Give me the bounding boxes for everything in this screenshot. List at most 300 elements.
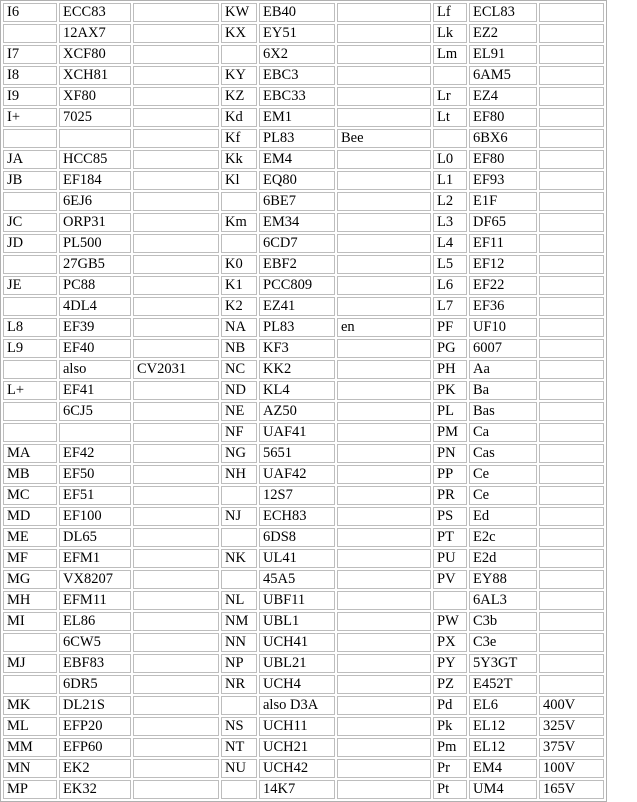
note-b-cell (337, 213, 431, 232)
code-c-cell: L7 (433, 297, 467, 316)
tube-b-cell: UAF42 (259, 465, 335, 484)
tube-b-cell: EBF2 (259, 255, 335, 274)
code-a-cell: ML (3, 717, 57, 736)
table-row (3, 129, 604, 148)
table-row (3, 45, 604, 64)
note-a-cell (133, 192, 219, 211)
note-c-cell (539, 24, 604, 43)
code-a-cell: JB (3, 171, 57, 190)
code-b-cell: Km (221, 213, 257, 232)
tube-a-cell: EFM1 (59, 549, 131, 568)
code-c-cell: Lt (433, 108, 467, 127)
note-a-cell (133, 486, 219, 505)
tube-c-cell: C3e (469, 633, 537, 652)
tube-c-cell: EL6 (469, 696, 537, 715)
note-b-cell (337, 234, 431, 253)
tube-a-cell: EF50 (59, 465, 131, 484)
note-a-cell (133, 738, 219, 757)
code-a-cell: MC (3, 486, 57, 505)
note-c-cell (539, 66, 604, 85)
code-a-cell: MF (3, 549, 57, 568)
note-a-cell (133, 234, 219, 253)
tube-c-cell: Ce (469, 486, 537, 505)
code-b-cell: NK (221, 549, 257, 568)
code-c-cell: PX (433, 633, 467, 652)
note-a-cell (133, 108, 219, 127)
code-b-cell: KY (221, 66, 257, 85)
code-a-cell: L+ (3, 381, 57, 400)
code-b-cell: NT (221, 738, 257, 757)
tube-b-cell: EY51 (259, 24, 335, 43)
code-a-cell: ME (3, 528, 57, 547)
code-b-cell: NN (221, 633, 257, 652)
note-b-cell (337, 570, 431, 589)
note-b-cell (337, 612, 431, 631)
note-a-cell (133, 150, 219, 169)
code-c-cell: PT (433, 528, 467, 547)
tube-c-cell: 6AM5 (469, 66, 537, 85)
tube-a-cell: ORP31 (59, 213, 131, 232)
note-a-cell (133, 339, 219, 358)
code-b-cell: NC (221, 360, 257, 379)
table-row (3, 108, 604, 127)
code-a-cell: JD (3, 234, 57, 253)
note-c-cell (539, 528, 604, 547)
code-a-cell: I7 (3, 45, 57, 64)
note-c-cell (539, 423, 604, 442)
code-b-cell (221, 528, 257, 547)
tube-b-cell: UAF41 (259, 423, 335, 442)
tube-b-cell: 5651 (259, 444, 335, 463)
code-a-cell: JA (3, 150, 57, 169)
table-row (3, 486, 604, 505)
note-a-cell (133, 402, 219, 421)
tube-c-cell: C3b (469, 612, 537, 631)
code-b-cell (221, 192, 257, 211)
note-a-cell (133, 171, 219, 190)
tube-b-cell: KL4 (259, 381, 335, 400)
tube-c-cell: E1F (469, 192, 537, 211)
code-b-cell: NU (221, 759, 257, 778)
code-b-cell (221, 486, 257, 505)
note-a-cell (133, 696, 219, 715)
tube-b-cell: PCC809 (259, 276, 335, 295)
table-row (3, 381, 604, 400)
tube-c-cell: EF12 (469, 255, 537, 274)
table-row (3, 780, 604, 799)
code-c-cell: PZ (433, 675, 467, 694)
code-b-cell: Kf (221, 129, 257, 148)
tube-a-cell: EF40 (59, 339, 131, 358)
code-a-cell (3, 192, 57, 211)
code-c-cell: L5 (433, 255, 467, 274)
note-b-cell (337, 3, 431, 22)
code-a-cell: L9 (3, 339, 57, 358)
code-c-cell: PK (433, 381, 467, 400)
note-b-cell (337, 192, 431, 211)
note-a-cell (133, 444, 219, 463)
tube-a-cell: EBF83 (59, 654, 131, 673)
note-a-cell (133, 591, 219, 610)
note-a-cell (133, 759, 219, 778)
note-b-cell (337, 150, 431, 169)
tube-a-cell: XCF80 (59, 45, 131, 64)
table-row (3, 738, 604, 757)
tube-a-cell: DL65 (59, 528, 131, 547)
note-a-cell (133, 465, 219, 484)
tube-a-cell: EL86 (59, 612, 131, 631)
note-b-cell (337, 507, 431, 526)
note-c-cell (539, 234, 604, 253)
note-b-cell (337, 444, 431, 463)
note-a-cell (133, 24, 219, 43)
code-b-cell: NJ (221, 507, 257, 526)
tube-a-cell: 6EJ6 (59, 192, 131, 211)
note-c-cell (539, 150, 604, 169)
code-a-cell (3, 633, 57, 652)
tube-c-cell: EF36 (469, 297, 537, 316)
tube-c-cell: ECL83 (469, 3, 537, 22)
tube-c-cell: DF65 (469, 213, 537, 232)
code-c-cell (433, 129, 467, 148)
note-a-cell (133, 213, 219, 232)
note-a-cell (133, 507, 219, 526)
table-row (3, 3, 604, 22)
tube-b-cell: PL83 (259, 318, 335, 337)
table-row (3, 759, 604, 778)
tube-b-cell: ECH83 (259, 507, 335, 526)
code-b-cell: KW (221, 3, 257, 22)
tube-c-cell: EF93 (469, 171, 537, 190)
tube-a-cell: ECC83 (59, 3, 131, 22)
note-a-cell (133, 654, 219, 673)
note-c-cell (539, 3, 604, 22)
note-b-cell (337, 738, 431, 757)
code-c-cell: PP (433, 465, 467, 484)
tube-a-cell: 6CW5 (59, 633, 131, 652)
code-a-cell (3, 423, 57, 442)
code-c-cell: Pk (433, 717, 467, 736)
note-c-cell (539, 633, 604, 652)
tube-c-cell: 6BX6 (469, 129, 537, 148)
code-a-cell (3, 255, 57, 274)
tube-b-cell: 14K7 (259, 780, 335, 799)
table-row (3, 570, 604, 589)
code-b-cell: NF (221, 423, 257, 442)
tube-c-cell: EM4 (469, 759, 537, 778)
code-a-cell (3, 675, 57, 694)
note-c-cell: 165V (539, 780, 604, 799)
note-b-cell (337, 276, 431, 295)
code-b-cell (221, 45, 257, 64)
tube-a-cell: 27GB5 (59, 255, 131, 274)
tube-b-cell: AZ50 (259, 402, 335, 421)
note-b-cell (337, 339, 431, 358)
table-row (3, 528, 604, 547)
note-c-cell (539, 297, 604, 316)
code-b-cell: NB (221, 339, 257, 358)
tube-a-cell: XCH81 (59, 66, 131, 85)
table-row (3, 633, 604, 652)
tube-b-cell: EZ41 (259, 297, 335, 316)
code-a-cell: MD (3, 507, 57, 526)
tube-b-cell: UCH21 (259, 738, 335, 757)
code-a-cell: JE (3, 276, 57, 295)
table-row (3, 171, 604, 190)
tube-c-cell: Ed (469, 507, 537, 526)
code-b-cell: Kd (221, 108, 257, 127)
note-a-cell (133, 612, 219, 631)
note-c-cell (539, 591, 604, 610)
note-a-cell (133, 633, 219, 652)
tube-b-cell: EM1 (259, 108, 335, 127)
note-a-cell (133, 255, 219, 274)
note-c-cell (539, 276, 604, 295)
note-a-cell (133, 381, 219, 400)
note-b-cell (337, 486, 431, 505)
note-b-cell (337, 654, 431, 673)
note-a-cell (133, 45, 219, 64)
tube-b-cell: 6CD7 (259, 234, 335, 253)
note-b-cell (337, 465, 431, 484)
tube-b-cell: UCH11 (259, 717, 335, 736)
code-a-cell: MB (3, 465, 57, 484)
code-a-cell: I6 (3, 3, 57, 22)
table-row (3, 444, 604, 463)
tube-a-cell: EF100 (59, 507, 131, 526)
code-c-cell: L3 (433, 213, 467, 232)
code-b-cell (221, 780, 257, 799)
tube-c-cell: UF10 (469, 318, 537, 337)
table-row (3, 612, 604, 631)
note-b-cell (337, 297, 431, 316)
code-b-cell: KZ (221, 87, 257, 106)
tube-b-cell: KF3 (259, 339, 335, 358)
code-c-cell: Lk (433, 24, 467, 43)
code-a-cell (3, 129, 57, 148)
code-b-cell: NG (221, 444, 257, 463)
tube-b-cell: KK2 (259, 360, 335, 379)
note-c-cell (539, 45, 604, 64)
tube-b-cell: UL41 (259, 549, 335, 568)
code-c-cell: Pd (433, 696, 467, 715)
note-b-cell (337, 675, 431, 694)
code-b-cell: ND (221, 381, 257, 400)
tube-c-cell: Ca (469, 423, 537, 442)
tube-b-cell: also D3A (259, 696, 335, 715)
note-a-cell (133, 549, 219, 568)
tube-b-cell: 6X2 (259, 45, 335, 64)
note-c-cell (539, 444, 604, 463)
note-c-cell (539, 339, 604, 358)
note-a-cell (133, 780, 219, 799)
tube-a-cell: EK2 (59, 759, 131, 778)
table-row (3, 234, 604, 253)
code-a-cell: MJ (3, 654, 57, 673)
code-c-cell: PG (433, 339, 467, 358)
code-a-cell (3, 24, 57, 43)
table-row (3, 87, 604, 106)
note-a-cell: CV2031 (133, 360, 219, 379)
note-c-cell (539, 171, 604, 190)
tube-a-cell: 12AX7 (59, 24, 131, 43)
table-row (3, 465, 604, 484)
tube-a-cell: XF80 (59, 87, 131, 106)
tube-a-cell: PC88 (59, 276, 131, 295)
code-b-cell (221, 696, 257, 715)
table-row (3, 150, 604, 169)
tube-b-cell: EB40 (259, 3, 335, 22)
code-a-cell: MK (3, 696, 57, 715)
tube-a-cell: EF184 (59, 171, 131, 190)
tube-b-cell: 6DS8 (259, 528, 335, 547)
table-row (3, 696, 604, 715)
code-a-cell: I9 (3, 87, 57, 106)
note-a-cell (133, 717, 219, 736)
tube-a-cell: also (59, 360, 131, 379)
code-a-cell (3, 297, 57, 316)
note-c-cell (539, 213, 604, 232)
tube-b-cell: 12S7 (259, 486, 335, 505)
code-c-cell: Lm (433, 45, 467, 64)
code-a-cell: MN (3, 759, 57, 778)
code-c-cell: L0 (433, 150, 467, 169)
note-b-cell (337, 423, 431, 442)
note-c-cell (539, 108, 604, 127)
code-b-cell: NE (221, 402, 257, 421)
note-a-cell (133, 87, 219, 106)
table-row (3, 339, 604, 358)
tube-b-cell: EM34 (259, 213, 335, 232)
note-b-cell (337, 549, 431, 568)
note-b-cell (337, 780, 431, 799)
note-a-cell (133, 66, 219, 85)
note-b-cell (337, 402, 431, 421)
table-row (3, 297, 604, 316)
note-c-cell (539, 675, 604, 694)
code-c-cell: PH (433, 360, 467, 379)
note-c-cell (539, 654, 604, 673)
table-body (3, 3, 604, 799)
tube-c-cell: E2c (469, 528, 537, 547)
tube-c-cell: UM4 (469, 780, 537, 799)
note-b-cell (337, 591, 431, 610)
note-c-cell (539, 318, 604, 337)
code-c-cell: L6 (433, 276, 467, 295)
code-c-cell: L2 (433, 192, 467, 211)
note-c-cell (539, 612, 604, 631)
tube-a-cell: 6DR5 (59, 675, 131, 694)
code-a-cell: MH (3, 591, 57, 610)
code-a-cell: MM (3, 738, 57, 757)
note-b-cell (337, 108, 431, 127)
note-c-cell: 325V (539, 717, 604, 736)
table-row (3, 255, 604, 274)
table-row (3, 360, 604, 379)
code-a-cell: MA (3, 444, 57, 463)
table-row (3, 423, 604, 442)
note-c-cell (539, 570, 604, 589)
code-b-cell: Kk (221, 150, 257, 169)
table-row (3, 402, 604, 421)
tube-b-cell: EM4 (259, 150, 335, 169)
tube-c-cell: Ce (469, 465, 537, 484)
tube-c-cell: EL12 (469, 738, 537, 757)
tube-a-cell: DL21S (59, 696, 131, 715)
code-c-cell: PV (433, 570, 467, 589)
code-c-cell: Pt (433, 780, 467, 799)
note-c-cell (539, 507, 604, 526)
code-a-cell: JC (3, 213, 57, 232)
code-a-cell: MG (3, 570, 57, 589)
tube-a-cell: EF41 (59, 381, 131, 400)
table-row (3, 717, 604, 736)
code-c-cell: Lr (433, 87, 467, 106)
tube-c-cell: EF80 (469, 150, 537, 169)
table-row (3, 549, 604, 568)
note-c-cell (539, 255, 604, 274)
code-b-cell (221, 570, 257, 589)
tube-c-cell: Ba (469, 381, 537, 400)
tube-c-cell: EZ4 (469, 87, 537, 106)
code-c-cell: PF (433, 318, 467, 337)
table-row (3, 213, 604, 232)
note-a-cell (133, 318, 219, 337)
tube-a-cell: 4DL4 (59, 297, 131, 316)
note-b-cell (337, 381, 431, 400)
table-row (3, 24, 604, 43)
code-a-cell: L8 (3, 318, 57, 337)
code-a-cell: I8 (3, 66, 57, 85)
code-c-cell: PL (433, 402, 467, 421)
note-c-cell (539, 360, 604, 379)
code-b-cell: NR (221, 675, 257, 694)
tube-b-cell: 6BE7 (259, 192, 335, 211)
table-row (3, 66, 604, 85)
code-b-cell: K0 (221, 255, 257, 274)
code-c-cell (433, 591, 467, 610)
code-c-cell: PN (433, 444, 467, 463)
code-c-cell: Pr (433, 759, 467, 778)
tube-a-cell: EFP20 (59, 717, 131, 736)
note-b-cell (337, 24, 431, 43)
table-row (3, 591, 604, 610)
note-c-cell (539, 129, 604, 148)
tube-c-cell: EF11 (469, 234, 537, 253)
note-b-cell (337, 360, 431, 379)
tube-a-cell: EFP60 (59, 738, 131, 757)
tube-c-cell: E2d (469, 549, 537, 568)
code-b-cell: NH (221, 465, 257, 484)
tube-b-cell: PL83 (259, 129, 335, 148)
table-row (3, 654, 604, 673)
code-c-cell: L1 (433, 171, 467, 190)
tube-c-cell: Bas (469, 402, 537, 421)
tube-a-cell: EF51 (59, 486, 131, 505)
tube-b-cell: EQ80 (259, 171, 335, 190)
code-c-cell: Pm (433, 738, 467, 757)
code-b-cell: NM (221, 612, 257, 631)
code-b-cell (221, 234, 257, 253)
note-c-cell (539, 381, 604, 400)
code-b-cell: NL (221, 591, 257, 610)
note-a-cell (133, 570, 219, 589)
note-c-cell: 100V (539, 759, 604, 778)
code-a-cell: I+ (3, 108, 57, 127)
table-row (3, 675, 604, 694)
note-c-cell (539, 192, 604, 211)
note-b-cell (337, 696, 431, 715)
